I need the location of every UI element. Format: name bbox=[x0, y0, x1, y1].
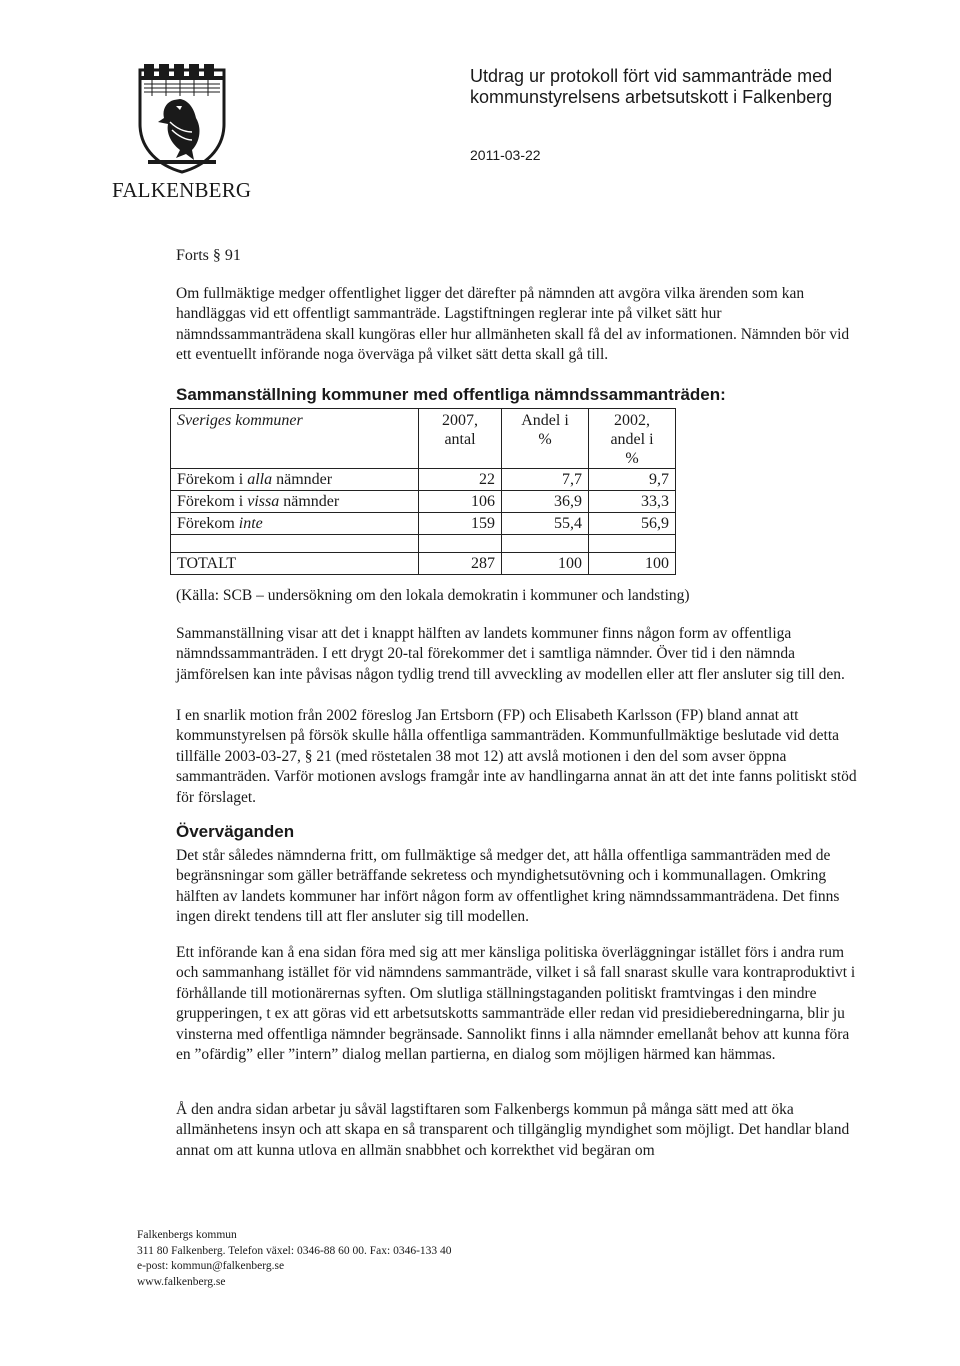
footer-website: www.falkenberg.se bbox=[137, 1275, 226, 1288]
header-label: Sveriges kommuner bbox=[177, 412, 303, 429]
section-reference: Forts § 91 bbox=[176, 247, 241, 264]
falkenberg-coat-of-arms-logo bbox=[136, 62, 228, 174]
col-2007-header bbox=[419, 409, 502, 469]
col-2002-header-line1: 2002, bbox=[614, 412, 650, 429]
row-label: Förekom i bbox=[177, 493, 248, 510]
row-count: 22 bbox=[419, 469, 502, 491]
row-label-emphasis: alla bbox=[247, 471, 273, 488]
row-share-2002: 33,3 bbox=[589, 491, 676, 513]
protocol-date: 2011-03-22 bbox=[470, 147, 541, 163]
table-row bbox=[171, 469, 676, 491]
protocol-title-line1: Utdrag ur protokoll fört vid sammanträde med bbox=[470, 66, 833, 86]
table-header-row bbox=[171, 409, 676, 469]
total-label: TOTALT bbox=[171, 553, 419, 575]
row-share: 7,7 bbox=[502, 469, 589, 491]
footer-address-phone: 311 80 Falkenberg. Telefon växel: 0346-88 60 00. Fax: 0346-133 40 bbox=[137, 1244, 452, 1257]
row-count: 106 bbox=[419, 491, 502, 513]
footer-org: Falkenbergs kommun bbox=[137, 1229, 237, 1241]
paragraph-analysis: Sammanställning visar att det i knappt hälften av landets kommuner finns någon form av offentliga nämndssammanträden. I ett drygt 20-tal förekommer det i samtliga nämnder. Över tid i den nämnda jämförelsen kan inte påvisas någon tydlig trend till avveckling av modellen eller att fler ansluter sig till den. bbox=[176, 625, 845, 683]
paragraph-transparency: Å den andra sidan arbetar ju såväl lagstiftaren som Falkenbergs kommun på många sätt med att öka allmänhetens insyn och att skapa en så transparent och tillgänglig myndighet som möjligt. Det handlar bland annat om att kunna utlova en allmän snabbhet och korrekthet vid begäran om bbox=[176, 1101, 850, 1159]
page-footer bbox=[137, 1228, 452, 1290]
col-2007-header-line2: antal bbox=[444, 431, 476, 448]
paragraph-motion-history: I en snarlik motion från 2002 föreslog Jan Ertsborn (FP) och Elisabeth Karlsson (FP) bland annat att kommunstyrelsen på försök skulle hålla offentliga sammanträden. Kommunfullmäktige beslutade vid detta tillfälle 2003-03-27, § 21 (med röstetalen 38 mot 12) att avslå motionen i den del som avser öppna sammanträden. Varför motionen avslogs framgår inte av handlingarna annat än att det inte fanns politiskt stöd för förslaget. bbox=[176, 707, 857, 806]
paragraph-considerations: Det står således nämnderna fritt, om fullmäktige så medger det, att hålla offentliga sammanträden med de begränsningar som gäller beträffande sekretess och myndighetsutövning och i kommunallagen. Omkring hälften av landets kommuner har infört någon form av offentlighet kring nämndssammanträdena. Det finns ingen direkt tendens till att fler ansluter sig till modellen. bbox=[176, 847, 840, 926]
row-share-2002: 9,7 bbox=[589, 469, 676, 491]
total-share-2002: 100 bbox=[589, 553, 676, 575]
total-share: 100 bbox=[502, 553, 589, 575]
row-share: 36,9 bbox=[502, 491, 589, 513]
col-2002-header bbox=[589, 409, 676, 469]
col-andel-header bbox=[502, 409, 589, 469]
footer-email: e-post: kommun@falkenberg.se bbox=[137, 1260, 285, 1272]
protocol-title-line2: kommunstyrelsens arbetsutskott i Falkenberg bbox=[470, 87, 833, 107]
row-label: Förekom bbox=[177, 515, 239, 532]
total-count: 287 bbox=[419, 553, 502, 575]
table-total-row bbox=[171, 553, 676, 575]
col-andel-header-line2: % bbox=[538, 431, 552, 448]
row-label: Förekom i bbox=[177, 471, 248, 488]
table-title: Sammanställning kommuner med offentliga nämndssammanträden: bbox=[176, 385, 726, 404]
intro-paragraph: Om fullmäktige medger offentlighet ligger det därefter på nämnden att avgöra vilka ärenden som kan handläggas vid ett offentligt sammanträde. Lagstiftningen reglerar inte på vilket sätt hur nämndssammanträdena skall kungöras eller hur allmänheten skall få del av informationen. Nämnden bör vid ett eventuellt införande noga överväga på vilket sätt detta skall gå till. bbox=[176, 285, 850, 364]
section-heading-overvaganden: Överväganden bbox=[176, 822, 295, 841]
source-note: (Källa: SCB – undersökning om den lokala demokratin i kommuner och landsting) bbox=[176, 587, 690, 604]
col-2002-header-line2: andel i bbox=[610, 431, 654, 448]
table-spacer-row bbox=[171, 535, 676, 553]
table-row bbox=[171, 513, 676, 535]
summary-table bbox=[170, 408, 676, 575]
row-label-emphasis: inte bbox=[238, 515, 263, 532]
col-2007-header-line1: 2007, bbox=[442, 412, 478, 429]
col-2002-header-line3: % bbox=[625, 450, 639, 467]
row-label-suffix: nämnder bbox=[279, 493, 340, 510]
col-andel-header-line1: Andel i bbox=[521, 412, 569, 429]
protocol-title bbox=[470, 66, 832, 108]
row-count: 159 bbox=[419, 513, 502, 535]
town-name: FALKENBERG bbox=[112, 178, 252, 202]
row-label-suffix: nämnder bbox=[272, 471, 333, 488]
row-share: 55,4 bbox=[502, 513, 589, 535]
table-row bbox=[171, 491, 676, 513]
paragraph-drawbacks: Ett införande kan å ena sidan föra med sig att mer känsliga politiska överläggningar istället förs i andra rum och sammanhang istället för vid nämndens sammanträde, vilket i så fall snarast skulle vara kontraproduktivt i förhållande till motionärernas syften. Om slutliga ställningstaganden politiskt framtvingas i den mindre grupperingen, t ex att göras vid ett arbetsutskotts sammanträde eller redan vid presidieberedningarna, blir ju vinsterna med offentliga nämnder begränsade. Sannolikt finns i alla nämnder emellanåt behov att kunna föra en ”ofärdig” eller ”intern” dialog mellan partierna, en dialog som möjligen härmed kan hämmas. bbox=[176, 944, 856, 1064]
row-label-emphasis: vissa bbox=[247, 493, 280, 510]
row-share-2002: 56,9 bbox=[589, 513, 676, 535]
